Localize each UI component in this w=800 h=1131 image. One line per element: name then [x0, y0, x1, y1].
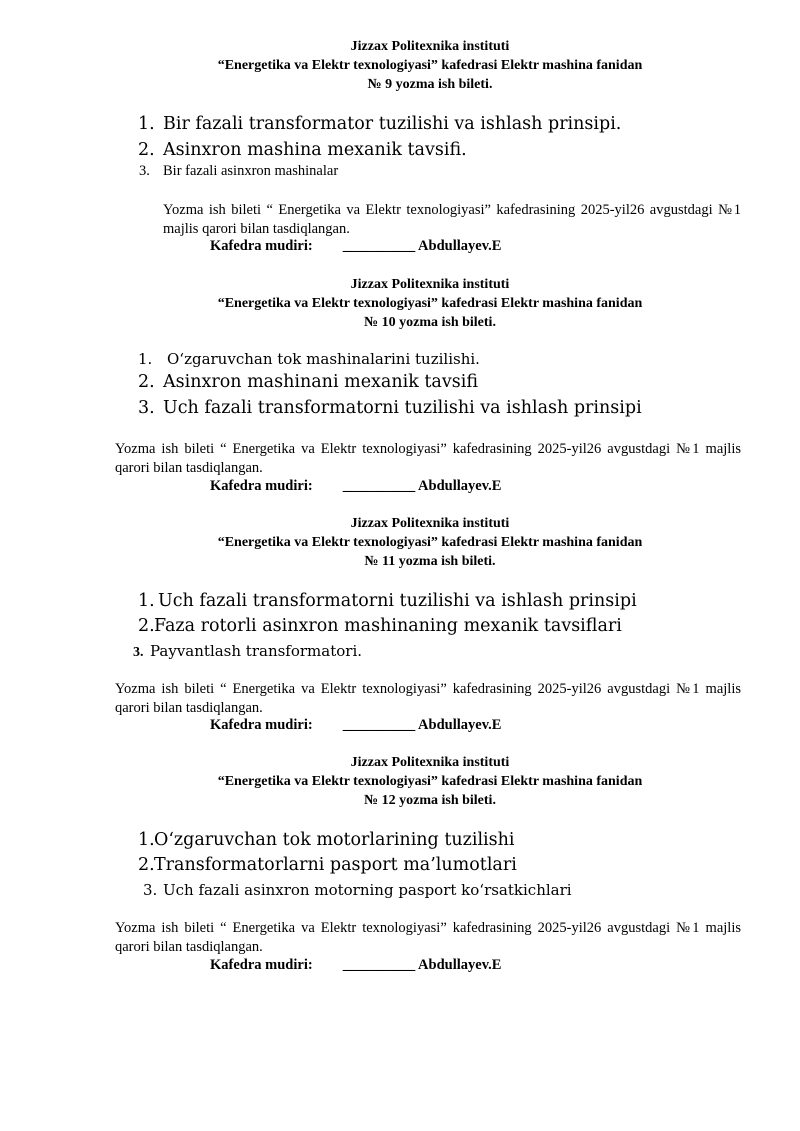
question-number: 3. — [133, 645, 144, 660]
institute-name: Jizzax Politexnika instituti — [350, 755, 510, 770]
question-2 — [138, 616, 622, 636]
ticket-title: № 12 yozma ish bileti. — [364, 793, 496, 808]
question-number: 3. — [139, 163, 150, 179]
question-text: Payvantlash transformatori. — [150, 642, 363, 660]
head-label: Kafedra mudiri: — [210, 717, 313, 733]
institute-name: Jizzax Politexnika instituti — [350, 39, 510, 54]
approval-text: Yozma ish bileti “ Energetika va Elektr texnologiyasi” kafedrasining 2025-yil26 avgustdagi №1 majlis qarori bilan tasdiqlangan. — [115, 441, 741, 476]
question-1 — [138, 591, 637, 611]
head-name: Abdullayev.E — [418, 478, 502, 494]
ticket-header — [0, 753, 800, 810]
question-text: Asinxron mashinani mexanik tavsifi — [163, 372, 478, 392]
ticket-title: № 10 yozma ish bileti. — [364, 315, 496, 330]
approval-text: Yozma ish bileti “ Energetika va Elektr texnologiyasi” kafedrasining 2025-yil26 avgustdagi №1 majlis qarori bilan tasdiqlangan. — [115, 681, 741, 716]
head-name: Abdullayev.E — [418, 717, 502, 733]
institute-name: Jizzax Politexnika instituti — [350, 277, 510, 292]
question-text: Uch fazali transformatorni tuzilishi va ishlash prinsipi — [158, 591, 637, 611]
question-number: 1. — [138, 591, 155, 611]
question-number: 1. — [138, 830, 155, 850]
signature-block — [210, 717, 501, 734]
question-text: O‘zgaruvchan tok motorlarining tuzilishi — [154, 830, 515, 850]
question-1 — [138, 830, 515, 850]
department-line: “Energetika va Elektr texnologiyasi” kafedrasi Elektr mashina fanidan — [217, 296, 643, 311]
signature-block — [210, 238, 501, 255]
question-text: Bir fazali asinxron mashinalar — [163, 163, 339, 179]
question-number: 2. — [138, 372, 155, 392]
signature-line: __________ — [342, 957, 416, 973]
question-number: 2. — [138, 616, 155, 636]
head-name: Abdullayev.E — [418, 957, 502, 973]
question-1 — [138, 114, 621, 134]
question-text: Uch fazali transformatorni tuzilishi va ishlash prinsipi — [163, 398, 642, 418]
question-2 — [138, 140, 467, 160]
question-number: 1. — [138, 350, 153, 368]
question-text: Faza rotorli asinxron mashinaning mexanik tavsiflari — [154, 616, 622, 636]
question-number: 3. — [143, 881, 158, 899]
ticket-header — [0, 37, 800, 94]
question-text: Uch fazali asinxron motorning pasport ko‘rsatkichlari — [163, 881, 572, 899]
institute-name: Jizzax Politexnika instituti — [350, 516, 510, 531]
department-line: “Energetika va Elektr texnologiyasi” kafedrasi Elektr mashina fanidan — [217, 58, 643, 73]
question-3 — [138, 398, 642, 418]
ticket-header — [0, 275, 800, 332]
question-text: O‘zgaruvchan tok mashinalarini tuzilishi. — [167, 350, 480, 368]
department-line: “Energetika va Elektr texnologiyasi” kafedrasi Elektr mashina fanidan — [217, 774, 643, 789]
question-number: 1. — [138, 114, 155, 134]
department-line: “Energetika va Elektr texnologiyasi” kafedrasi Elektr mashina fanidan — [217, 535, 643, 550]
question-3 — [143, 881, 572, 899]
question-number: 3. — [138, 398, 155, 418]
signature-line: __________ — [342, 478, 416, 494]
signature-line: __________ — [342, 238, 416, 254]
question-2 — [138, 372, 478, 392]
signature-block — [210, 478, 501, 495]
signature-block — [210, 957, 501, 974]
approval-text: Yozma ish bileti “ Energetika va Elektr texnologiyasi” kafedrasining 2025-yil26 avgustdagi №1 majlis qarori bilan tasdiqlangan. — [163, 202, 741, 237]
head-label: Kafedra mudiri: — [210, 238, 313, 254]
ticket-title: № 11 yozma ish bileti. — [364, 554, 496, 569]
question-text: Bir fazali transformator tuzilishi va ishlash prinsipi. — [163, 114, 622, 134]
question-text: Transformatorlarni pasport ma’lumotlari — [154, 855, 517, 875]
question-3 — [133, 642, 362, 661]
question-2 — [138, 855, 517, 875]
head-name: Abdullayev.E — [418, 238, 502, 254]
question-1 — [138, 350, 480, 368]
approval-text: Yozma ish bileti “ Energetika va Elektr texnologiyasi” kafedrasining 2025-yil26 avgustdagi №1 majlis qarori bilan tasdiqlangan. — [115, 920, 741, 955]
head-label: Kafedra mudiri: — [210, 957, 313, 973]
head-label: Kafedra mudiri: — [210, 478, 313, 494]
question-3 — [139, 163, 338, 180]
question-number: 2. — [138, 855, 155, 875]
question-number: 2. — [138, 140, 155, 160]
signature-line: __________ — [342, 717, 416, 733]
ticket-title: № 9 yozma ish bileti. — [367, 77, 493, 92]
ticket-header — [0, 514, 800, 571]
question-text: Asinxron mashina mexanik tavsifi. — [163, 140, 467, 160]
